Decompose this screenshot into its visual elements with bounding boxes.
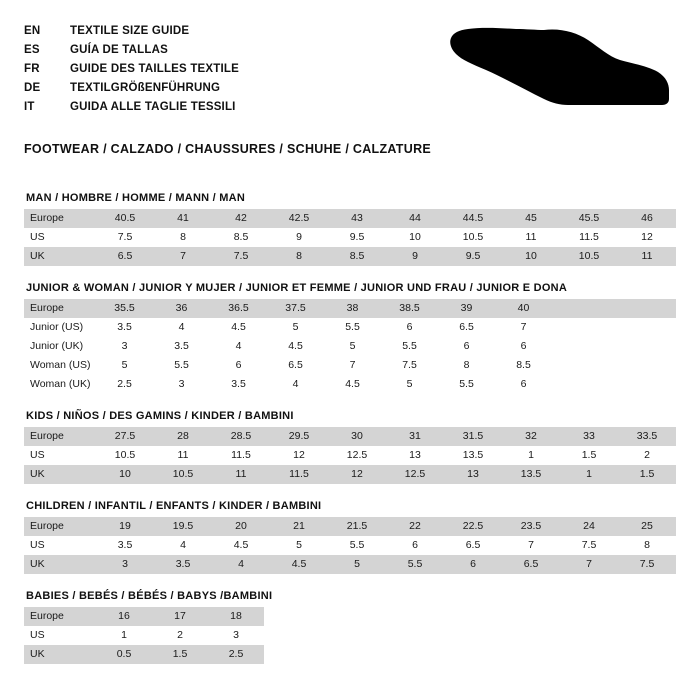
cell-empty [614, 356, 676, 375]
cell: 10 [96, 465, 154, 484]
language-row [24, 98, 239, 117]
cell: 9.5 [444, 247, 502, 266]
cell: 23.5 [502, 517, 560, 536]
cell: 2.5 [96, 375, 153, 394]
row-label: UK [24, 645, 96, 664]
cell: 5.5 [381, 337, 438, 356]
cell: 19 [96, 517, 154, 536]
cell: 5 [267, 318, 324, 337]
cell: 7 [495, 318, 552, 337]
cell: 11.5 [270, 465, 328, 484]
cell: 6 [495, 375, 552, 394]
cell: 27.5 [96, 427, 154, 446]
section-kids [24, 410, 676, 484]
cell-empty [264, 607, 676, 626]
row-label: Europe [24, 607, 96, 626]
cell: 7.5 [96, 228, 154, 247]
cell: 8 [154, 228, 212, 247]
cell: 6 [438, 337, 495, 356]
cell: 13 [386, 446, 444, 465]
language-title: TEXTILGRÖßENFÜHRUNG [70, 82, 221, 94]
cell-empty [552, 299, 614, 318]
language-code: EN [24, 25, 41, 37]
cell: 4.5 [267, 337, 324, 356]
cell: 7.5 [381, 356, 438, 375]
cell: 11 [502, 228, 560, 247]
row-label: Junior (US) [24, 318, 96, 337]
section-children [24, 500, 676, 574]
table-row [24, 427, 676, 446]
section-babies [24, 590, 676, 664]
cell: 9.5 [328, 228, 386, 247]
cell: 2 [152, 626, 208, 645]
cell: 6 [386, 536, 444, 555]
cell: 33.5 [618, 427, 676, 446]
cell: 42 [212, 209, 270, 228]
cell: 6.5 [502, 555, 560, 574]
cell: 1.5 [152, 645, 208, 664]
cell: 12.5 [386, 465, 444, 484]
cell-empty [614, 318, 676, 337]
table-row [24, 446, 676, 465]
cell: 39 [438, 299, 495, 318]
table-row [24, 536, 676, 555]
cell: 2 [618, 446, 676, 465]
table-row [24, 318, 676, 337]
cell: 5 [324, 337, 381, 356]
cell: 41 [154, 209, 212, 228]
cell: 10.5 [444, 228, 502, 247]
cell: 5 [96, 356, 153, 375]
cell: 33 [560, 427, 618, 446]
cell: 5.5 [324, 318, 381, 337]
cell: 46 [618, 209, 676, 228]
cell: 4 [267, 375, 324, 394]
size-table-junior-woman [24, 299, 676, 394]
table-row [24, 626, 676, 645]
cell: 6.5 [444, 536, 502, 555]
cell: 1.5 [560, 446, 618, 465]
cell: 10 [502, 247, 560, 266]
cell: 4 [154, 536, 212, 555]
language-title-list [24, 22, 239, 117]
cell: 4.5 [210, 318, 267, 337]
cell: 3 [96, 337, 153, 356]
cell: 7.5 [560, 536, 618, 555]
cell: 4 [212, 555, 270, 574]
cell: 6.5 [267, 356, 324, 375]
cell: 8 [618, 536, 676, 555]
cell: 16 [96, 607, 152, 626]
cell: 4.5 [270, 555, 328, 574]
cell: 11 [154, 446, 212, 465]
cell: 7.5 [618, 555, 676, 574]
section-title: MAN / HOMBRE / HOMME / MANN / MAN [26, 192, 246, 204]
table-row [24, 645, 676, 664]
cell: 43 [328, 209, 386, 228]
row-label: Europe [24, 299, 96, 318]
section-title: CHILDREN / INFANTIL / ENFANTS / KINDER / BAMBINI [26, 500, 322, 512]
language-title: GUIDA ALLE TAGLIE TESSILI [70, 101, 236, 113]
cell: 8.5 [328, 247, 386, 266]
table-row [24, 375, 676, 394]
cell: 12 [270, 446, 328, 465]
cell: 3.5 [96, 318, 153, 337]
row-label: US [24, 446, 96, 465]
cell: 13 [444, 465, 502, 484]
row-label: UK [24, 465, 96, 484]
cell-empty [264, 626, 676, 645]
cell: 1 [96, 626, 152, 645]
cell: 12 [328, 465, 386, 484]
cell: 11 [212, 465, 270, 484]
cell: 6 [210, 356, 267, 375]
cell: 18 [208, 607, 264, 626]
language-code: IT [24, 101, 35, 113]
cell: 36 [153, 299, 210, 318]
cell: 9 [270, 228, 328, 247]
cell: 11 [618, 247, 676, 266]
cell: 36.5 [210, 299, 267, 318]
language-code: DE [24, 82, 41, 94]
cell: 21 [270, 517, 328, 536]
table-row [24, 247, 676, 266]
cell: 5.5 [153, 356, 210, 375]
cell: 5 [270, 536, 328, 555]
cell: 8.5 [495, 356, 552, 375]
cell: 6.5 [438, 318, 495, 337]
table-row [24, 555, 676, 574]
row-label: US [24, 228, 96, 247]
cell: 3 [208, 626, 264, 645]
row-label: Europe [24, 517, 96, 536]
cell: 30 [328, 427, 386, 446]
cell-empty [264, 645, 676, 664]
cell: 11.5 [560, 228, 618, 247]
row-label: UK [24, 555, 96, 574]
row-label: Europe [24, 427, 96, 446]
table-row [24, 299, 676, 318]
cell: 6 [444, 555, 502, 574]
cell: 3 [96, 555, 154, 574]
cell: 37.5 [267, 299, 324, 318]
language-row [24, 22, 239, 41]
cell-empty [614, 299, 676, 318]
cell: 8 [438, 356, 495, 375]
cell: 7.5 [212, 247, 270, 266]
size-table-kids [24, 427, 676, 484]
cell: 17 [152, 607, 208, 626]
cell: 7 [324, 356, 381, 375]
section-title: BABIES / BEBÉS / BÉBÉS / BABYS /BAMBINI [26, 590, 273, 602]
cell: 19.5 [154, 517, 212, 536]
cell: 12.5 [328, 446, 386, 465]
cell: 3.5 [153, 337, 210, 356]
cell: 10.5 [154, 465, 212, 484]
size-sections [24, 192, 676, 664]
cell: 7 [502, 536, 560, 555]
cell: 45 [502, 209, 560, 228]
table-row [24, 607, 676, 626]
size-table-babies [24, 607, 676, 664]
cell: 3.5 [154, 555, 212, 574]
table-row [24, 337, 676, 356]
cell: 22.5 [444, 517, 502, 536]
section-junior-woman [24, 282, 676, 394]
cell: 42.5 [270, 209, 328, 228]
cell: 40.5 [96, 209, 154, 228]
cell: 1 [502, 446, 560, 465]
row-label: Woman (UK) [24, 375, 96, 394]
cell: 38.5 [381, 299, 438, 318]
size-table-children [24, 517, 676, 574]
cell: 2.5 [208, 645, 264, 664]
cell: 20 [212, 517, 270, 536]
cell: 6.5 [96, 247, 154, 266]
cell: 4 [153, 318, 210, 337]
page-header [24, 22, 676, 122]
cell: 5.5 [328, 536, 386, 555]
row-label: Woman (US) [24, 356, 96, 375]
cell-empty [552, 375, 614, 394]
cell: 9 [386, 247, 444, 266]
language-code: FR [24, 63, 40, 75]
row-label: US [24, 626, 96, 645]
cell: 1 [560, 465, 618, 484]
language-code: ES [24, 44, 40, 56]
cell: 31.5 [444, 427, 502, 446]
cell: 32 [502, 427, 560, 446]
cell: 7 [560, 555, 618, 574]
section-title: KIDS / NIÑOS / DES GAMINS / KINDER / BAMBINI [26, 410, 294, 422]
cell: 11.5 [212, 446, 270, 465]
row-label: US [24, 536, 96, 555]
language-row [24, 79, 239, 98]
cell: 12 [618, 228, 676, 247]
cell: 7 [154, 247, 212, 266]
cell-empty [614, 337, 676, 356]
cell: 13.5 [502, 465, 560, 484]
language-row [24, 41, 239, 60]
size-table-man [24, 209, 676, 266]
cell-empty [614, 375, 676, 394]
table-row [24, 209, 676, 228]
cell-empty [552, 356, 614, 375]
cell: 31 [386, 427, 444, 446]
cell: 29.5 [270, 427, 328, 446]
cell: 45.5 [560, 209, 618, 228]
table-row [24, 465, 676, 484]
cell: 44.5 [444, 209, 502, 228]
language-title: TEXTILE SIZE GUIDE [70, 25, 190, 37]
cell: 5 [328, 555, 386, 574]
section-title: JUNIOR & WOMAN / JUNIOR Y MUJER / JUNIOR ET FEMME / JUNIOR UND FRAU / JUNIOR E DONA [26, 282, 568, 294]
cell: 10.5 [96, 446, 154, 465]
language-title: GUÍA DE TALLAS [70, 44, 168, 56]
cell-empty [552, 337, 614, 356]
row-label: UK [24, 247, 96, 266]
language-title-rows [24, 22, 239, 117]
cell: 3 [153, 375, 210, 394]
table-row [24, 356, 676, 375]
cell: 8.5 [212, 228, 270, 247]
cell: 3.5 [210, 375, 267, 394]
cell: 44 [386, 209, 444, 228]
cell: 10.5 [560, 247, 618, 266]
cell: 8 [270, 247, 328, 266]
cell: 28.5 [212, 427, 270, 446]
cell: 5.5 [386, 555, 444, 574]
section-man [24, 192, 676, 266]
cell: 28 [154, 427, 212, 446]
cell: 4.5 [324, 375, 381, 394]
cell: 22 [386, 517, 444, 536]
cell: 21.5 [328, 517, 386, 536]
category-line: FOOTWEAR / CALZADO / CHAUSSURES / SCHUHE / CALZATURE [24, 142, 432, 156]
cell: 4.5 [212, 536, 270, 555]
table-row [24, 517, 676, 536]
cell: 5 [381, 375, 438, 394]
cell: 3.5 [96, 536, 154, 555]
cell: 40 [495, 299, 552, 318]
row-label: Europe [24, 209, 96, 228]
cell: 35.5 [96, 299, 153, 318]
cell: 5.5 [438, 375, 495, 394]
cell-empty [552, 318, 614, 337]
dress-shoe-icon [440, 26, 670, 122]
row-label: Junior (UK) [24, 337, 96, 356]
cell: 6 [495, 337, 552, 356]
cell: 13.5 [444, 446, 502, 465]
cell: 1.5 [618, 465, 676, 484]
cell: 25 [618, 517, 676, 536]
cell: 6 [381, 318, 438, 337]
table-row [24, 228, 676, 247]
cell: 24 [560, 517, 618, 536]
cell: 4 [210, 337, 267, 356]
cell: 10 [386, 228, 444, 247]
cell: 0.5 [96, 645, 152, 664]
language-row [24, 60, 239, 79]
language-title: GUIDE DES TAILLES TEXTILE [70, 63, 239, 75]
cell: 38 [324, 299, 381, 318]
